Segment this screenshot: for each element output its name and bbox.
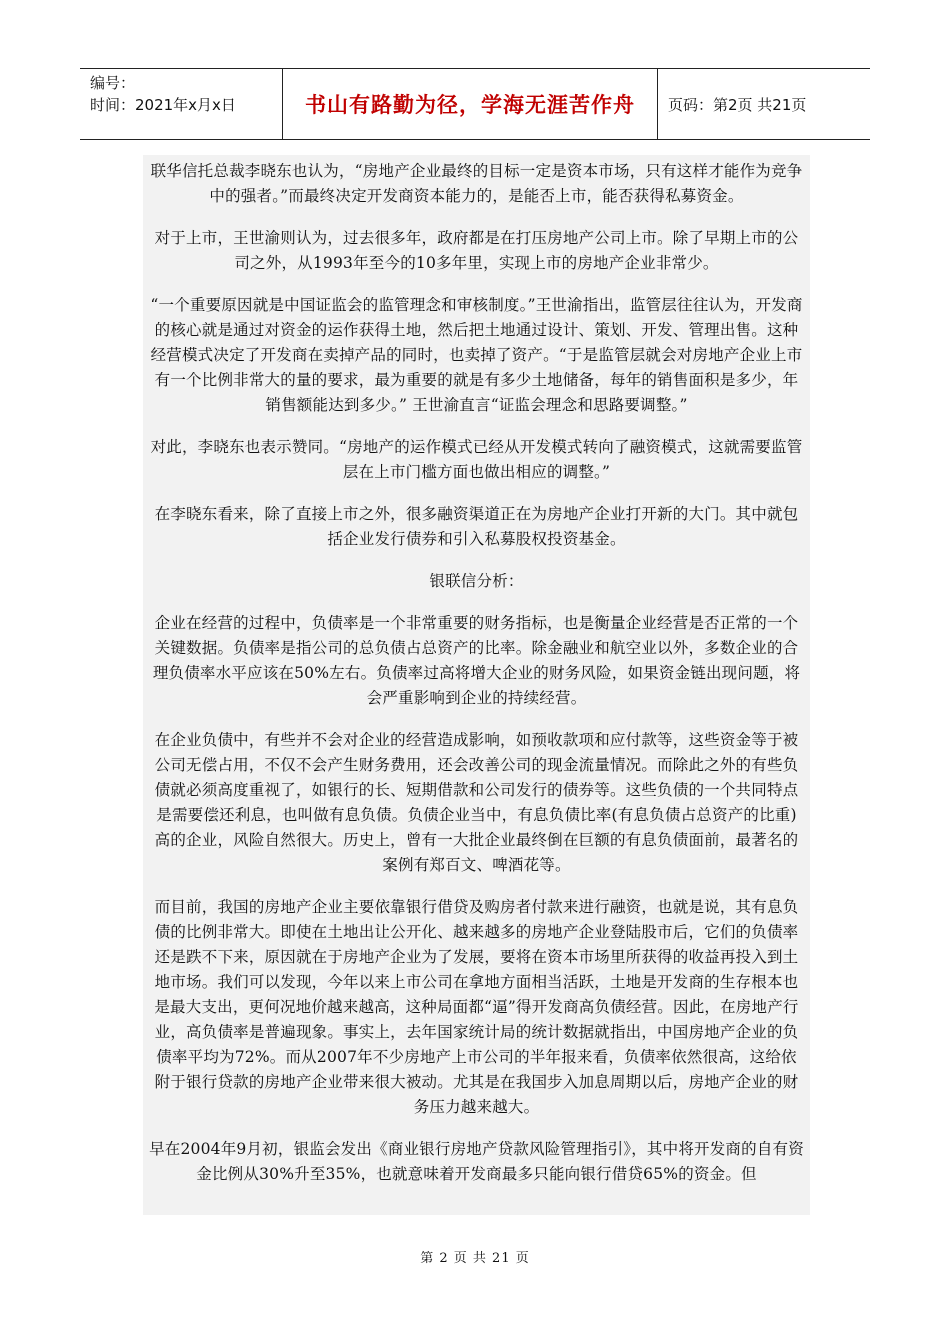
header-info — [80, 69, 282, 139]
paragraph: 对于上市，王世渝则认为，过去很多年，政府都是在打压房地产公司上市。除了早期上市的公司之外，从1993年至今的10多年里，实现上市的房地产企业非常少。 — [154, 229, 799, 272]
paragraph: 联华信托总裁李晓东也认为，“房地产企业最终的目标一定是资本市场，只有这样才能作为竞争中的强者。”而最终决定开发商资本能力的，是能否上市，能否获得私募资金。 — [150, 162, 803, 205]
document-number-label: 编号： — [90, 74, 136, 92]
paragraph: “一个重要原因就是中国证监会的监管理念和审核制度。”王世渝指出，监管层往往认为，开发商的核心就是通过对资金的运作获得土地，然后把土地通过设计、策划、开发、管理出售。这种经营模式决定了开发商在卖掉产品的同时，也卖掉了资产。“于是监管层就会对房地产企业上市有一个比例非常大的量的要求，最为重要的就是有多少土地储备，每年的销售面积是多少，年销售额能达到多少。” 王世渝直言“证监会理念和思路要调整。” — [150, 296, 803, 414]
paragraph: 企业在经营的过程中，负债率是一个非常重要的财务指标，也是衡量企业经营是否正常的一个关键数据。负债率是指公司的总负债占总资产的比率。除金融业和航空业以外，多数企业的合理负债率水平应该在50%左右。负债率过高将增大企业的财务风险，如果资金链出现问题，将会严重影响到企业的持续经营。 — [152, 614, 801, 707]
section-heading: 银联信分析： — [429, 572, 524, 590]
paragraph: 在企业负债中，有些并不会对企业的经营造成影响，如预收款项和应付款等，这些资金等于被公司无偿占用，不仅不会产生财务费用，还会改善公司的现金流量情况。而除此之外的有些负债就必须高度重视了，如银行的长、短期借款和公司发行的债券等。这些负债的一个共同特点是需要偿还利息，也叫做有息负债。负债企业当中，有息负债比率(有息负债占总资产的比重)高的企业，风险自然很大。历史上，曾有一大批企业最终倒在巨额的有息负债面前，最著名的案例有郑百文、啤酒花等。 — [154, 731, 799, 874]
document-date-label: 时间：2021年x月x日 — [90, 96, 236, 114]
paragraph: 对此，李晓东也表示赞同。“房地产的运作模式已经从开发模式转向了融资模式，这就需要监管层在上市门槛方面也做出相应的调整。” — [150, 438, 803, 481]
document-body — [143, 155, 810, 1215]
paragraph: 在李晓东看来，除了直接上市之外，很多融资渠道正在为房地产企业打开新的大门。其中就包括企业发行债券和引入私募股权投资基金。 — [154, 505, 799, 548]
paragraph: 而目前，我国的房地产企业主要依靠银行借贷及购房者付款来进行融资，也就是说，其有息负债的比例非常大。即使在土地出让公开化、越来越多的房地产企业登陆股市后，它们的负债率还是跌不下来，原因就在于房地产企业为了发展，要将在资本市场里所获得的收益再投入到土地市场。我们可以发现，今年以来上市公司在拿地方面相当活跃，土地是开发商的生存根本也是最大支出，更何况地价越来越高，这种局面都“逼”得开发商高负债经营。因此，在房地产行业，高负债率是普遍现象。事实上，去年国家统计局的统计数据就指出，中国房地产企业的负债率平均为72%。而从2007年不少房地产上市公司的半年报来看，负债率依然很高，这给依附于银行贷款的房地产企业带来很大被动。尤其是在我国步入加息周期以后，房地产企业的财务压力越来越大。 — [154, 898, 799, 1116]
header-page-number: 页码：第2页 共21页 — [668, 95, 807, 114]
page-footer: 第 2 页 共 21 页 — [420, 1251, 530, 1266]
header-motto: 书山有路勤为径，学海无涯苦作舟 — [282, 69, 658, 139]
paragraph: 早在2004年9月初，银监会发出《商业银行房地产贷款风险管理指引》，其中将开发商的自有资金比例从30%升至35%，也就意味着开发商最多只能向银行借贷65%的资金。但 — [149, 1140, 804, 1183]
page-header — [80, 68, 870, 140]
